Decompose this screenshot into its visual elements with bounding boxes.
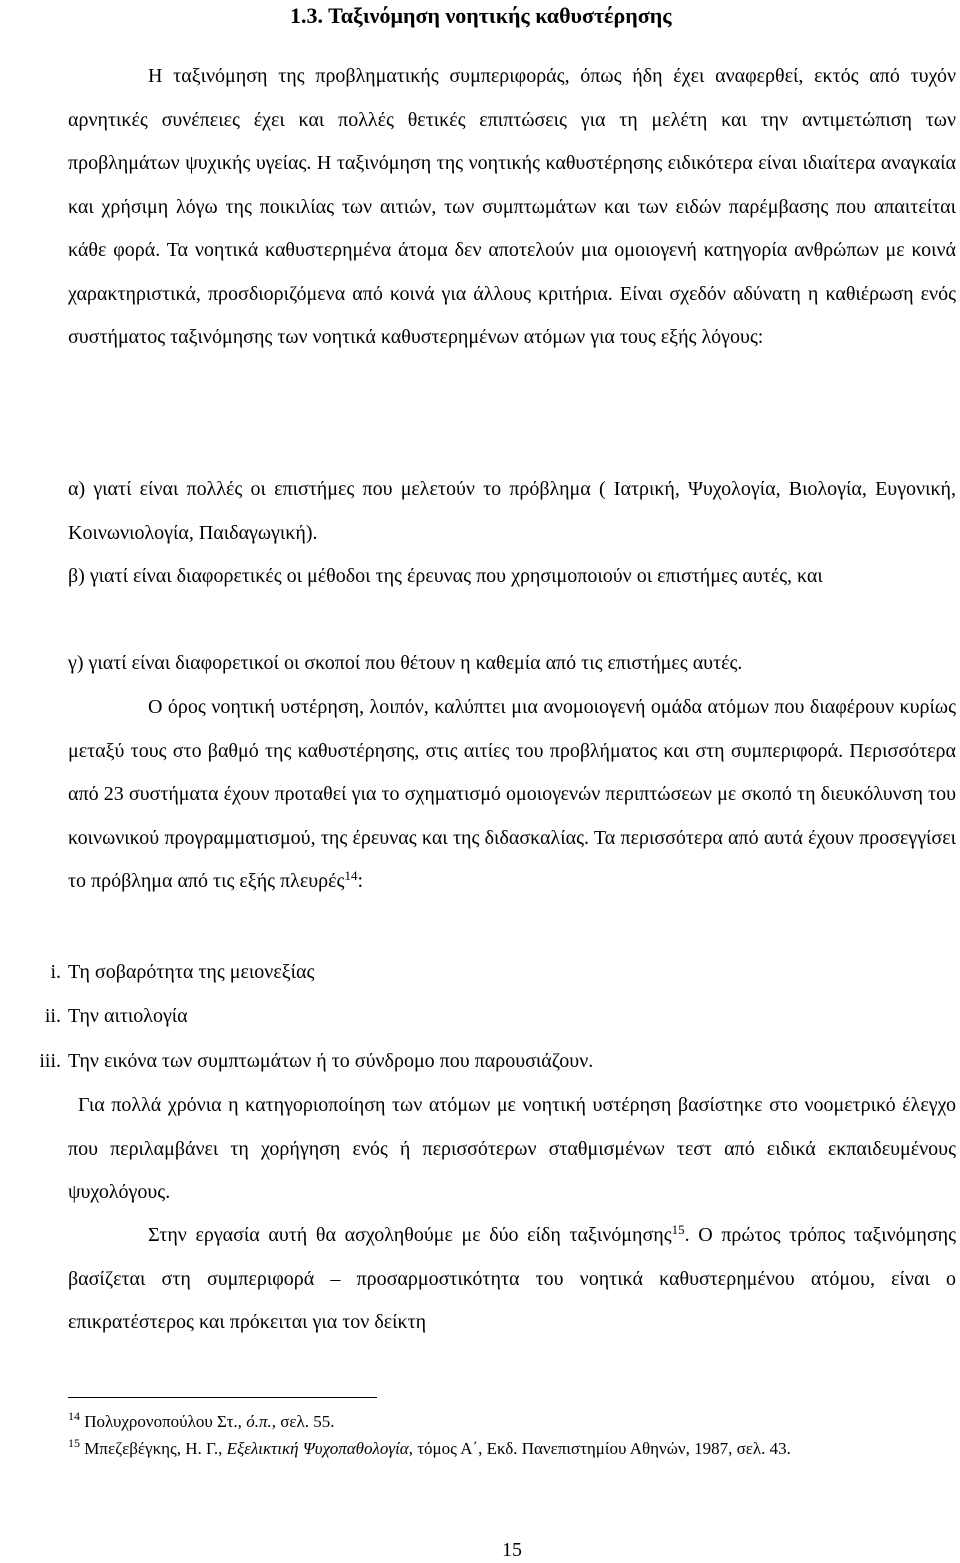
- list-item-number: iii.: [39, 1050, 61, 1072]
- footnote-ref-15: 15: [671, 1221, 685, 1237]
- paragraph-2: [68, 686, 956, 904]
- list-item-text: Την εικόνα των συμπτωμάτων ή το σύνδρομο που παρουσιάζουν.: [68, 1050, 594, 1072]
- page-number: 15: [502, 1539, 522, 1561]
- footnote-rest: , σελ. 55.: [271, 1412, 335, 1431]
- footnote-text: Πολυχρονοπούλου Στ.,: [84, 1412, 247, 1431]
- list-item-text: Την αιτιολογία: [68, 1005, 188, 1027]
- footnote-text: Μπεζεβέγκης, Η. Γ.,: [84, 1439, 227, 1458]
- paragraph-4-text-a: Στην εργασία αυτή θα ασχοληθούμε με δύο είδη ταξινόμησης: [148, 1224, 672, 1246]
- footnote-rest: , τόμος Α΄, Εκδ. Πανεπιστημίου Αθηνών, 1987, σελ. 43.: [408, 1439, 791, 1458]
- footnote-number: 14: [68, 1408, 80, 1423]
- reason-a: α) γιατί είναι πολλές οι επιστήμες που μελετούν το πρόβλημα ( Ιατρική, Ψυχολογία, Βιολογία, Ευγονική, Κοινωνιολογία, Παιδαγωγική).: [68, 478, 956, 544]
- list-item-text: Τη σοβαρότητα της μειονεξίας: [68, 961, 315, 983]
- paragraph-2-text: Ο όρος νοητική υστέρηση, λοιπόν, καλύπτει μια ανομοιογενή ομάδα ατόμων που διαφέρουν κυρίως μεταξύ τους στο βαθμό της καθυστέρησης, στις αιτίες του προβλήματος και στη συμπεριφορά. Περισσότερα από 23 συστήματα έχουν προταθεί για το σχηματισμό ομοιογενών περιπτώσεων με σκοπό τη διευκόλυνση του κοινωνικού προγραμματισμού, της έρευνας και της διδασκαλίας. Τα περισσότερα από αυτά έχουν προσεγγίσει το πρόβλημα από τις εξής πλευρές: [68, 696, 956, 892]
- reason-b: β) γιατί είναι διαφορετικές οι μέθοδοι της έρευνας που χρησιμοποιούν οι επιστήμες αυτές, και: [68, 565, 823, 587]
- footnote-ref-14: 14: [344, 867, 358, 883]
- paragraph-3: Για πολλά χρόνια η κατηγοριοποίηση των ατόμων με νοητική υστέρηση βασίστηκε στο νοομετρικό έλεγχο που περιλαμβάνει τη χορήγηση ενός ή περισσότερων σταθμισμένων τεστ από ειδικά εκπαιδευμένους ψυχολόγους.: [68, 1094, 956, 1203]
- footnote-separator: [68, 1397, 377, 1398]
- reason-c: γ) γιατί είναι διαφορετικοί οι σκοποί που θέτουν η καθεμία από τις επιστήμες αυτές.: [68, 652, 743, 674]
- paragraph-4-text-b: . Ο πρώτος τρόπος ταξινόμησης βασίζεται στη συμπεριφορά – προσαρμοστικότητα του νοητικά καθυστερημένου ατόμου, είναι ο επικρατέστερος και πρόκειται για τον δείκτη: [68, 1224, 956, 1333]
- list-item-number: i.: [50, 961, 61, 983]
- footnote-14: [68, 1410, 956, 1434]
- paragraph-4: [68, 1214, 956, 1345]
- list-item-number: ii.: [44, 1005, 61, 1027]
- footnote-number: 15: [68, 1435, 80, 1450]
- footnote-italic: ό.π.: [246, 1412, 272, 1431]
- section-heading: 1.3. Ταξινόμηση νοητικής καθυστέρησης: [290, 3, 672, 28]
- paragraph-2-end: :: [357, 870, 364, 892]
- paragraph-1: Η ταξινόμηση της προβληματικής συμπεριφοράς, όπως ήδη έχει αναφερθεί, εκτός από τυχόν αρνητικές συνέπειες έχει και πολλές θετικές επιπτώσεις για τη μελέτη και την αντιμετώπιση των προβλημάτων ψυχικής υγείας. Η ταξινόμηση της νοητικής καθυστέρησης ειδικότερα είναι ιδιαίτερα αναγκαία και χρήσιμη λόγω της ποικιλίας των αιτιών, των συμπτωμάτων και των ειδών παρέμβασης που απαιτείται κάθε φορά. Τα νοητικά καθυστερημένα άτομα δεν αποτελούν μια ομοιογενή κατηγορία ανθρώπων με κοινά χαρακτηριστικά, προσδιοριζόμενα από κοινά για άλλους κριτήρια. Είναι σχεδόν αδύνατη η καθιέρωση ενός συστήματος ταξινόμησης των νοητικά καθυστερημένων ατόμων για τους εξής λόγους:: [68, 65, 956, 348]
- footnote-italic: Εξελικτική Ψυχοπαθολογία: [226, 1439, 409, 1458]
- footnote-15: [68, 1437, 956, 1461]
